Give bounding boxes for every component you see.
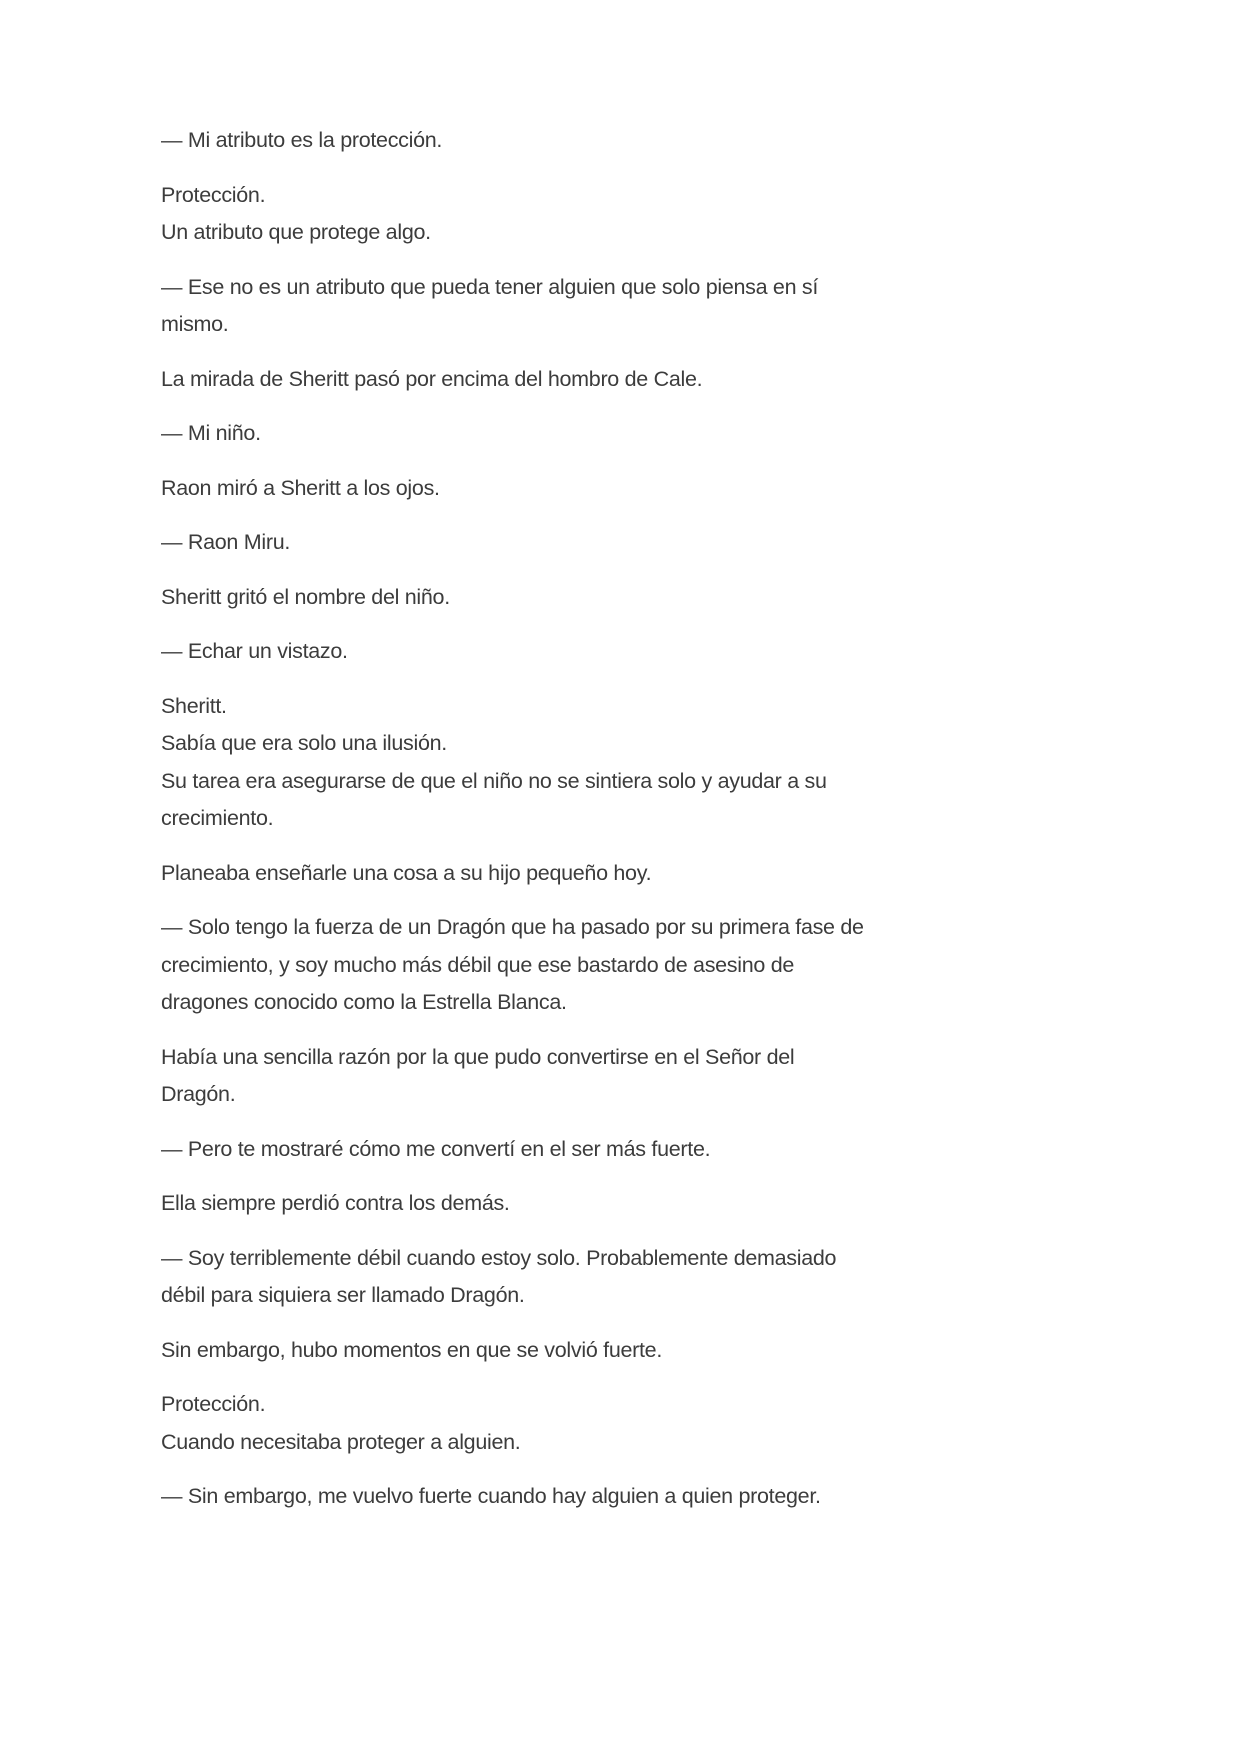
paragraph: Planeaba enseñarle una cosa a su hijo pequeño hoy.	[161, 860, 652, 885]
paragraph: Había una sencilla razón por la que pudo convertirse en el Señor del Dragón.	[161, 1044, 795, 1106]
paragraph: La mirada de Sheritt pasó por encima del hombro de Cale.	[161, 366, 703, 391]
paragraph: — Sin embargo, me vuelvo fuerte cuando hay alguien a quien proteger.	[161, 1484, 821, 1508]
paragraph: Sin embargo, hubo momentos en que se volvió fuerte.	[161, 1337, 663, 1362]
paragraph: Protección. Un atributo que protege algo.	[161, 182, 431, 244]
text-block	[161, 122, 971, 1533]
paragraph: — Mi atributo es la protección.	[161, 128, 443, 152]
paragraph: Ella siempre perdió contra los demás.	[161, 1191, 510, 1215]
paragraph: — Raon Miru.	[161, 530, 291, 554]
paragraph: — Solo tengo la fuerza de un Dragón que ha pasado por su primera fase de crecimiento, y soy mucho más débil que ese bastardo de asesino de dragones conocido como la Estrella Blanca.	[161, 915, 864, 1014]
paragraph: — Ese no es un atributo que pueda tener alguien que solo piensa en sí mismo.	[161, 274, 819, 336]
paragraph: Protección. Cuando necesitaba proteger a alguien.	[161, 1392, 521, 1454]
paragraph: — Pero te mostraré cómo me convertí en el ser más fuerte.	[161, 1136, 711, 1161]
paragraph: Sheritt gritó el nombre del niño.	[161, 584, 450, 609]
paragraph: — Echar un vistazo.	[161, 639, 348, 663]
paragraph: Sheritt. Sabía que era solo una ilusión. Su tarea era asegurarse de que el niño no se sintiera solo y ayudar a su crecimiento.	[161, 693, 827, 830]
paragraph: Raon miró a Sheritt a los ojos.	[161, 475, 440, 500]
paragraph: — Mi niño.	[161, 421, 261, 445]
paragraph: — Soy terriblemente débil cuando estoy solo. Probablemente demasiado débil para siquiera ser llamado Dragón.	[161, 1245, 837, 1307]
